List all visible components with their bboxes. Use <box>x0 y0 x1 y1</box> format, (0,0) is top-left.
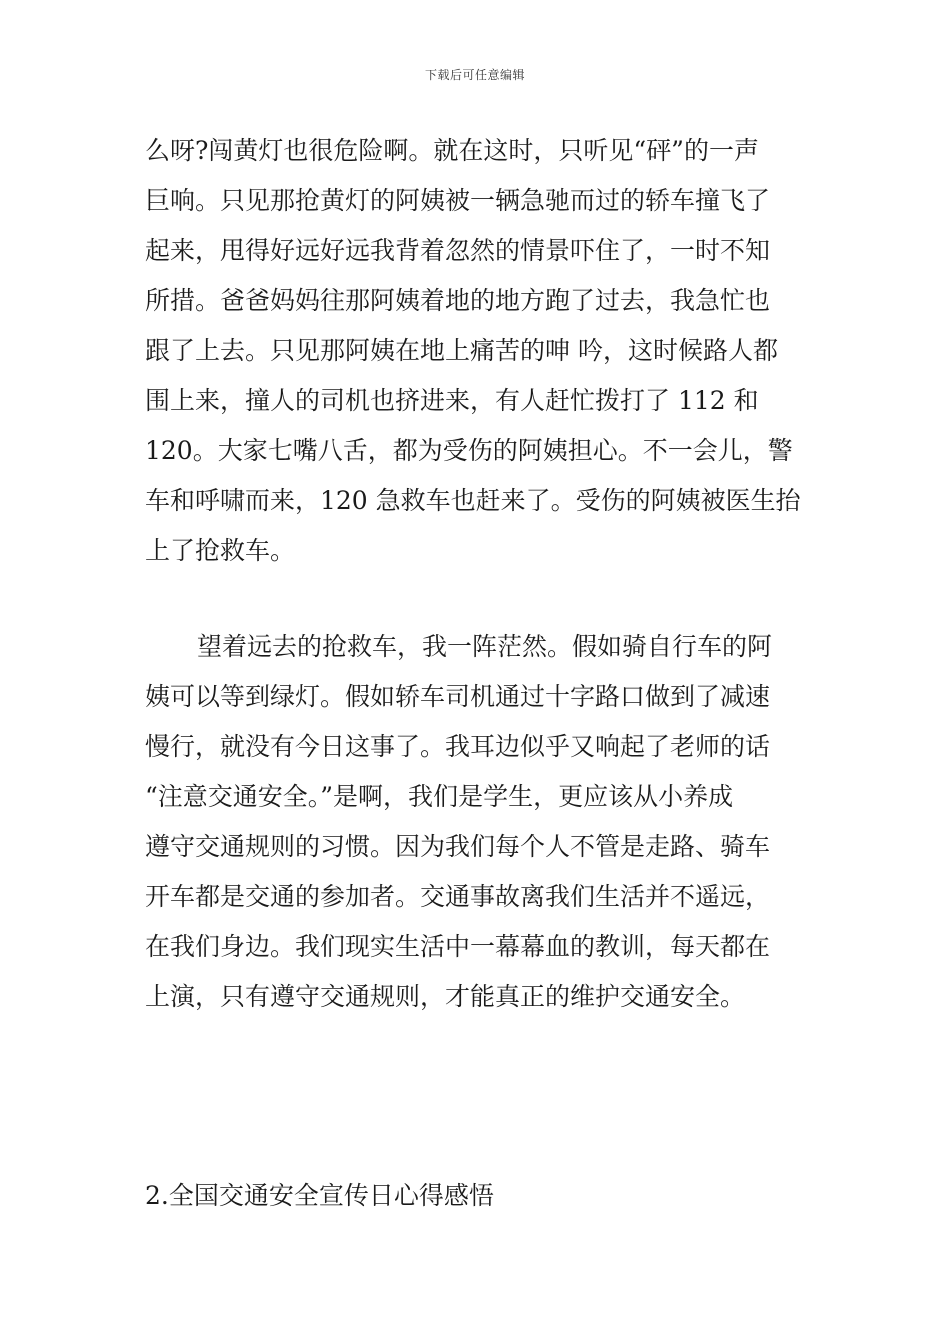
text-line: 跟了上去。只见那阿姨在地上痛苦的呻 吟，这时候路人都 <box>145 336 778 365</box>
section-heading: 2.全国交通安全宣传日心得感悟 <box>145 1181 494 1210</box>
text-line: 车和呼啸而来，120 急救车也赶来了。受伤的阿姨被医生抬 <box>145 486 801 515</box>
text-line: 所措。爸爸妈妈往那阿姨着地的地方跑了过去，我急忙也 <box>145 286 771 315</box>
text-line: “注意交通安全。”是啊，我们是学生，更应该从小养成 <box>145 782 734 811</box>
page-header-note: 下载后可任意编辑 <box>424 68 525 82</box>
text-line: 在我们身边。我们现实生活中一幕幕血的教训，每天都在 <box>145 932 771 961</box>
text-line: 望着远去的抢救车，我一阵茫然。假如骑自行车的阿 <box>197 632 773 661</box>
text-line: 120。大家七嘴八舌，都为受伤的阿姨担心。不一会儿，警 <box>145 436 793 465</box>
paragraph-accident <box>145 126 810 576</box>
text-line: 上了抢救车。 <box>145 536 296 565</box>
text-line: 巨响。只见那抢黄灯的阿姨被一辆急驰而过的轿车撞飞了 <box>145 186 771 215</box>
text-line: 起来，甩得好远好远我背着忽然的情景吓住了，一时不知 <box>145 236 771 265</box>
text-line: 慢行，就没有今日这事了。我耳边似乎又响起了老师的话 <box>145 732 771 761</box>
text-line: 么呀?闯黄灯也很危险啊。就在这时，只听见“砰”的一声 <box>145 136 759 165</box>
text-line: 遵守交通规则的习惯。因为我们每个人不管是走路、骑车 <box>145 832 771 861</box>
text-line: 开车都是交通的参加者。交通事故离我们生活并不遥远， <box>145 882 771 911</box>
text-line: 姨可以等到绿灯。假如轿车司机通过十字路口做到了减速 <box>145 682 771 711</box>
text-line: 上演，只有遵守交通规则，才能真正的维护交通安全。 <box>145 982 746 1011</box>
paragraph-reflection <box>145 622 810 1022</box>
text-line: 围上来，撞人的司机也挤进来，有人赶忙拨打了 112 和 <box>145 386 759 415</box>
